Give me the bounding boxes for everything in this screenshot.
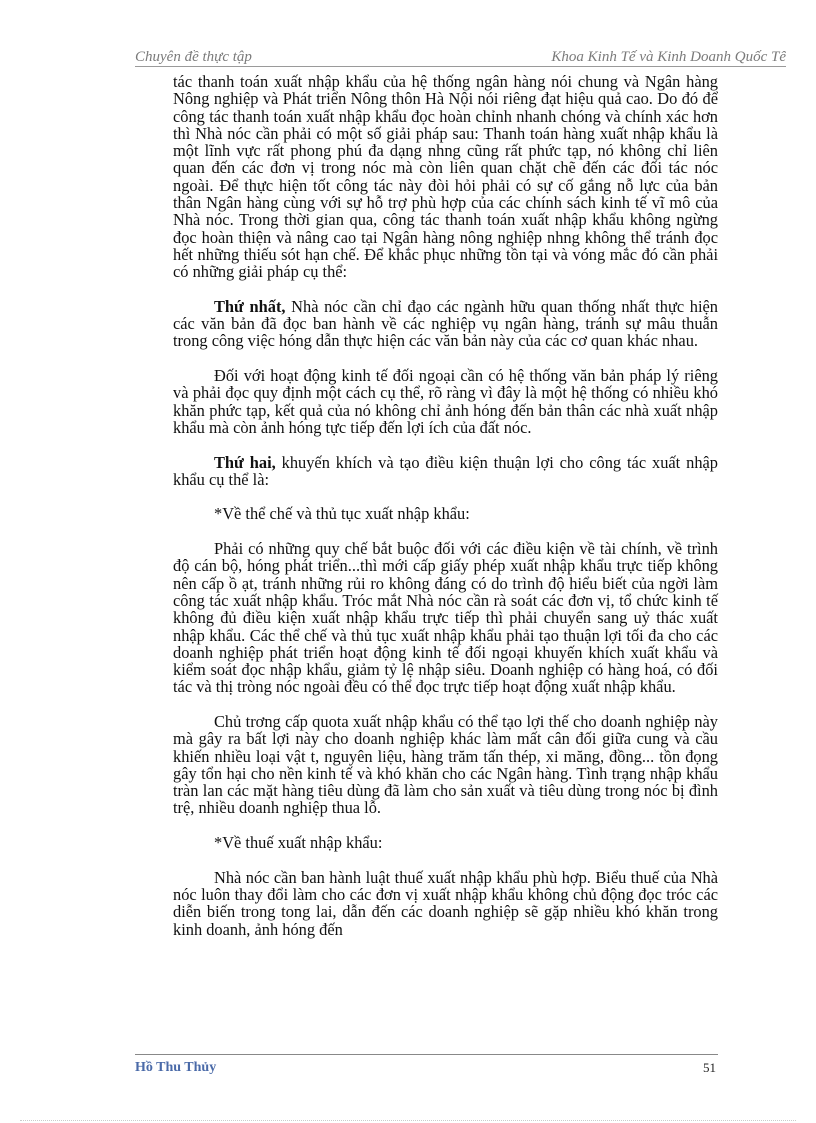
header-right-title: Khoa Kinh Tế và Kinh Doanh Quốc Tế xyxy=(551,49,786,65)
heading-the-che: *Về thể chế và thủ tục xuất nhập khẩu: xyxy=(214,504,470,524)
heading-thue: *Về thuế xuất nhập khẩu: xyxy=(214,833,383,853)
footer-author: Hồ Thu Thủy xyxy=(135,1060,217,1075)
paragraph-doi-ngoai: Đối với hoạt động kinh tế đối ngoại cần có hệ thống văn bản pháp lý riêng và phải đọc quy định một cách cụ thể, rõ ràng vì đây là một hệ thống có nhiều khó khăn phức tạp, kết quả của nó không chỉ ảnh hóng đến bản thân các nhà xuất nhập khẩu mà còn ảnh hóng tực tiếp đến lợi ích của đất nóc. xyxy=(173,366,718,437)
paragraph-thu-nhat xyxy=(173,298,718,350)
paragraph-thue: Nhà nóc cần ban hành luật thuế xuất nhập khẩu phù hợp. Biểu thuế của Nhà nóc luôn thay đổi làm cho các đơn vị xuất nhập khẩu không chủ động đọc tróc các diễn biến trong tong lai, dẫn đến các doanh nghiệp sẽ gặp nhiều khó khăn trong kinh doanh, ảnh hóng đến xyxy=(173,867,718,939)
page-number: 51 xyxy=(703,1060,716,1075)
footer-rule xyxy=(135,1054,718,1055)
header-rule xyxy=(135,66,786,67)
thu-hai-lead: Thứ hai, xyxy=(214,452,276,472)
paragraph-quy-che: Phải có những quy chế bắt buộc đối với các điều kiện về tài chính, về trình độ cán bộ, hóng phát triển...thì mới cấp giấy phép xuất nhập khẩu trực tiếp không nên cấp ồ ạt, tránh những rủi ro không đáng có do trình độ hiểu biết của ngời làm công tác xuất nhập khẩu. Tróc mắt Nhà nóc cần rà soát các đơn vị, tổ chức kinh tế không đủ điều kiện xuất nhập khẩu trực tiếp thì phải chuyển sang uỷ thác xuất nhập khẩu. Các thể chế và thủ tục xuất nhập khẩu phải tạo thuận lợi tối đa cho các doanh nghiệp phát triển hoạt động kinh tế đối ngoại khuyến khích xuất khẩu và kiểm soát đọc nhập khẩu, giảm tỷ lệ nhập siêu. Doanh nghiệp có hàng hoá, có đối tác và thị tròng nóc ngoài đều có thể đọc trực tiếp hoạt động xuất nhập khẩu. xyxy=(173,539,718,697)
paragraph-intro: tác thanh toán xuất nhập khẩu của hệ thống ngân hàng nói chung và Ngân hàng Nông nghiệp và Phát triển Nông thôn Hà Nội nói riêng đạt hiệu quả cao. Do đó để công tác thanh toán xuất nhập khẩu đọc hoàn chỉnh nhanh chóng và chính xác hơn thì Nhà nóc cần phải có một số giải pháp sau: Thanh toán hàng xuất nhập khẩu là một lĩnh vực rất phong phú đa dạng nhng cũng rất phức tạp, nó không chỉ liên quan đến các đơn vị trong nóc mà còn liên quan chặt chẽ đến các đối tác nóc ngoài. Để thực hiện tốt công tác này đòi hỏi phải có sự cố gắng nỗ lực của bản thân Ngân hàng cùng với sự hỗ trợ phù hợp của các chính sách kinh tế vĩ mô của Nhà nóc. Trong thời gian qua, công tác thanh toán xuất nhập khẩu không ngừng đọc hoàn thiện và nâng cao tại Ngân hàng nông nghiệp nhng không thể tránh đọc hết những thiếu sót hạn chế. Để khắc phục những tồn tại và vóng mắc đó cần phải có những giải pháp cụ thể: xyxy=(173,72,718,282)
paragraph-thu-hai xyxy=(173,454,718,489)
document-body xyxy=(173,73,718,955)
page-header xyxy=(135,49,786,65)
page-bottom-dotted-border xyxy=(20,1120,796,1121)
paragraph-quota: Chủ trơng cấp quota xuất nhập khẩu có thể tạo lợi thế cho doanh nghiệp này mà gây ra bất lợi này cho doanh nghiệp khác làm mất cân đối giữa cung và cầu khiến nhiều loại vật t, nguyên liệu, hàng trăm tấn thép, xi măng, đồng... tồn đọng gây tổn hại cho nền kinh tế và khó khăn cho các Ngân hàng. Tình trạng nhập khẩu tràn lan các mặt hàng tiêu dùng đã làm cho sản xuất và tiêu dùng trong nóc bị đình trệ, nhiều doanh nghiệp thua lỗ. xyxy=(173,711,718,818)
thu-nhat-lead: Thứ nhất, xyxy=(214,296,286,316)
thu-hai-text: khuyến khích và tạo điều kiện thuận lợi cho công tác xuất nhập khẩu cụ thể là: xyxy=(173,452,718,489)
header-left-title: Chuyên đề thực tập xyxy=(135,49,252,65)
thu-nhat-text: Nhà nóc cần chỉ đạo các ngành hữu quan thống nhất thực hiện các văn bản đã đọc ban hành về các nghiệp vụ ngân hàng, tránh sự mâu thuẫn trong công việc hóng dẫn thực hiện các văn bản này của các cơ quan khác nhau. xyxy=(173,296,718,351)
